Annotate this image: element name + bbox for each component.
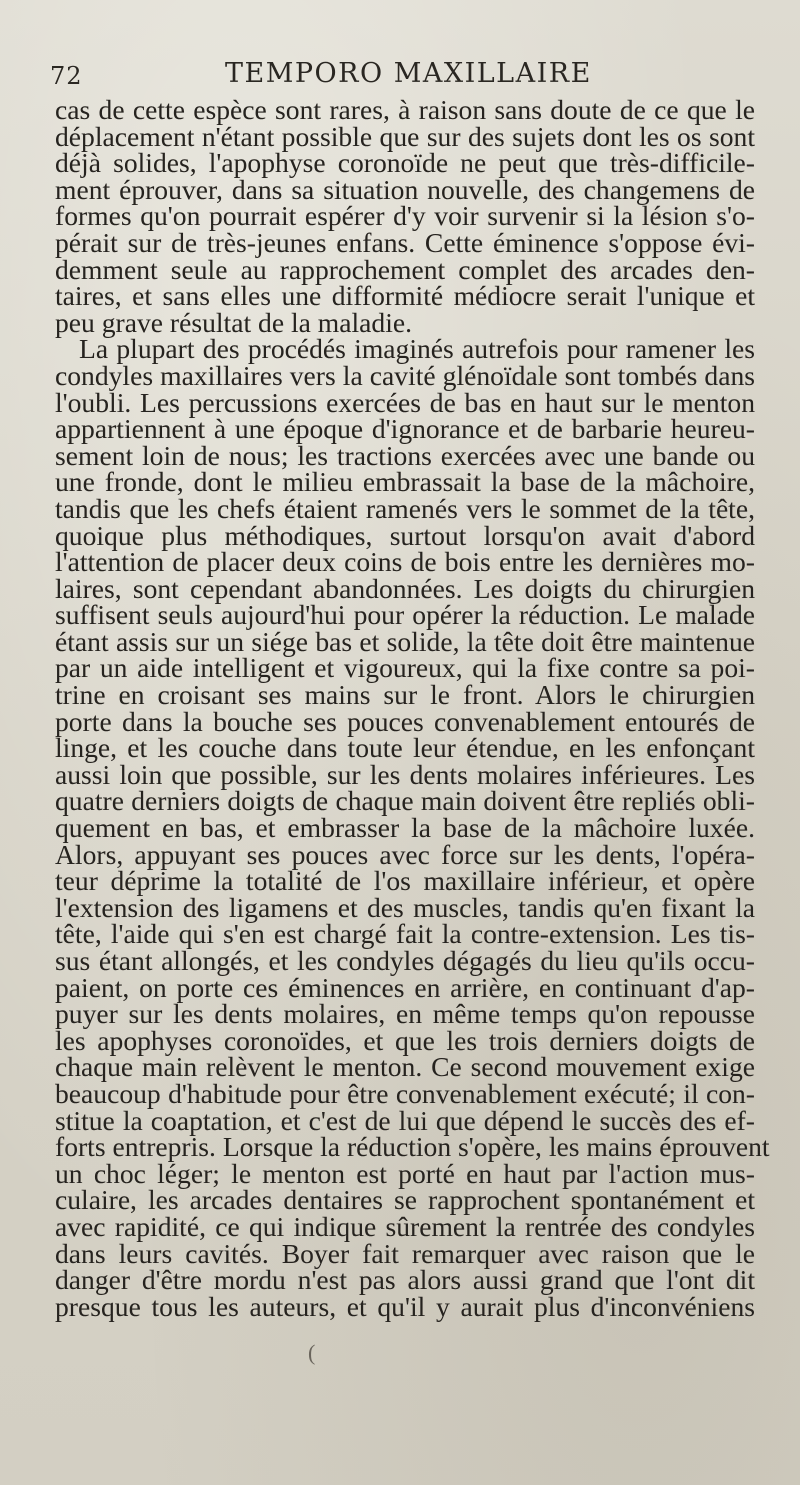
- text-line: l'attention de placer deux coins de bois entre les dernières mo-: [55, 546, 755, 578]
- text-line: tête, l'aide qui s'en est chargé fait la contre-extension. Les tis-: [55, 918, 755, 950]
- stray-print-mark: (: [308, 1340, 316, 1365]
- text-line: suffisent seuls aujourd'hui pour opérer la réduction. Le malade: [55, 599, 755, 631]
- paragraph-end-line: peu grave résultat de la maladie.: [55, 306, 413, 338]
- text-line: par un aide intelligent et vigoureux, qui la fixe contre sa poi-: [55, 652, 755, 684]
- text-line: pérait sur de très-jeunes enfans. Cette éminence s'oppose évi-: [55, 226, 755, 258]
- text-line: l'extension des ligamens et des muscles, tandis qu'en fixant la: [55, 891, 755, 923]
- text-line: paient, on porte ces éminences en arrière, en continuant d'ap-: [55, 971, 755, 1003]
- text-line: l'oubli. Les percussions exercées de bas en haut sur le menton: [55, 386, 755, 418]
- paragraph-start-line: La plupart des procédés imaginés autrefois pour ramener les: [79, 333, 755, 365]
- text-line: chaque main relèvent le menton. Ce second mouvement exige: [55, 1051, 755, 1083]
- text-line: ment éprouver, dans sa situation nouvelle, des changemens de: [55, 173, 755, 205]
- text-line: stitue la coaptation, et c'est de lui que dépend le succès des ef-: [55, 1104, 755, 1136]
- text-line: presque tous les auteurs, et qu'il y aurait plus d'inconvéniens: [55, 1290, 755, 1322]
- text-line: déplacement n'étant possible que sur des sujets dont les os sont: [55, 120, 755, 152]
- text-line: une fronde, dont le milieu embrassait la base de la mâchoire,: [55, 466, 755, 498]
- text-line: sus étant allongés, et les condyles dégagés du lieu qu'ils occu-: [55, 945, 755, 976]
- text-line: porte dans la bouche ses pouces convenablement entourés de: [55, 705, 755, 737]
- text-line: demment seule au rapprochement complet des arcades den-: [55, 253, 755, 285]
- text-line: un choc léger; le menton est porté en haut par l'action mus-: [55, 1157, 755, 1189]
- text-line: condyles maxillaires vers la cavité glénoïdale sont tombés dans: [55, 359, 755, 391]
- text-line: puyer sur les dents molaires, en même temps qu'on repousse: [55, 998, 755, 1030]
- text-line: beaucoup d'habitude pour être convenablement exécuté; il con-: [55, 1077, 755, 1109]
- text-line: déjà solides, l'apophyse coronoïde ne peut que très-difficile-: [55, 147, 755, 179]
- text-line: aussi loin que possible, sur les dents molaires inférieures. Les: [55, 758, 755, 790]
- text-line: quoique plus méthodiques, surtout lorsqu'on avait d'abord: [55, 519, 755, 551]
- text-line: dans leurs cavités. Boyer fait remarquer avec raison que le: [55, 1237, 755, 1269]
- body-text: [55, 94, 770, 1322]
- text-line: quatre derniers doigts de chaque main doivent être repliés obli-: [55, 785, 755, 817]
- text-line: culaire, les arcades dentaires se rapprochent spontanément et: [55, 1184, 755, 1216]
- text-line: appartiennent à une époque d'ignorance et de barbarie heureu-: [55, 413, 755, 445]
- text-line: tandis que les chefs étaient ramenés vers le sommet de la tête,: [55, 492, 755, 524]
- text-line: formes qu'on pourrait espérer d'y voir survenir si la lésion s'o-: [55, 200, 755, 232]
- text-line: laires, sont cependant abandonnées. Les doigts du chirurgien: [55, 572, 755, 604]
- text-line: forts entrepris. Lorsque la réduction s'opère, les mains éprouvent: [55, 1131, 770, 1163]
- text-line: linge, et les couche dans toute leur étendue, en les enfonçant: [55, 732, 755, 764]
- text-line: les apophyses coronoïdes, et que les trois derniers doigts de: [55, 1024, 755, 1056]
- text-line: quement en bas, et embrasser la base de la mâchoire luxée.: [55, 812, 755, 844]
- running-title: TEMPORO MAXILLAIRE: [225, 58, 592, 89]
- text-line: taires, et sans elles une difformité médiocre serait l'unique et: [55, 280, 755, 312]
- text-line: trine en croisant ses mains sur le front. Alors le chirurgien: [55, 679, 755, 711]
- page-header: [50, 58, 750, 98]
- text-line: cas de cette espèce sont rares, à raison sans doute de ce que le: [55, 94, 755, 125]
- text-line: teur déprime la totalité de l'os maxillaire inférieur, et opère: [55, 865, 755, 897]
- text-line: étant assis sur un siége bas et solide, la tête doit être maintenue: [55, 625, 755, 657]
- text-line: sement loin de nous; les tractions exercées avec une bande ou: [55, 439, 755, 471]
- page-number: 72: [50, 62, 83, 90]
- text-line: danger d'être mordu n'est pas alors aussi grand que l'ont dit: [55, 1264, 755, 1296]
- text-line: avec rapidité, ce qui indique sûrement la rentrée des condyles: [55, 1210, 755, 1242]
- text-line: Alors, appuyant ses pouces avec force sur les dents, l'opéra-: [55, 838, 755, 870]
